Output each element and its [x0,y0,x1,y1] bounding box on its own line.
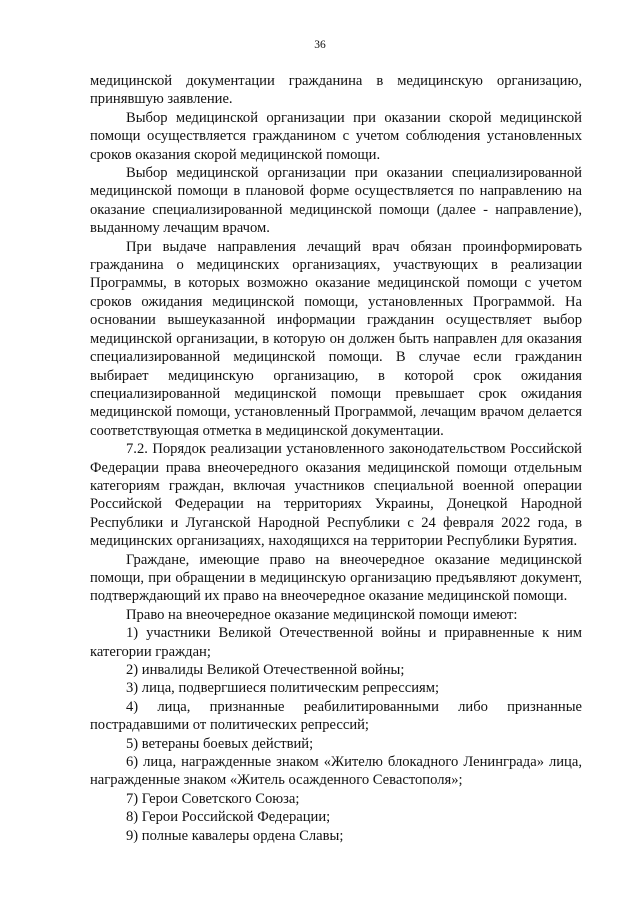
list-item: 6) лица, награжденные знаком «Жителю блокадного Ленинграда» лица, награжденные знаком «Житель осажденного Севастополя»; [90,754,582,789]
list-item: 5) ветераны боевых действий; [126,735,314,752]
paragraph-eligibility-intro: Право на внеочередное оказание медицинской помощи имеют: [126,606,518,623]
list-item: 9) полные кавалеры ордена Славы; [126,827,344,844]
paragraph-documents: Граждане, имеющие право на внеочередное оказание медицинской помощи, при обращении в медицинскую организацию предъявляют документ, подтверждающий их право на внеочередное оказание медицинской помощи. [90,551,582,605]
list-item: 2) инвалиды Великой Отечественной войны; [126,662,405,678]
list-item: 4) лица, признанные реабилитированными либо признанные пострадавшими от политических репрессий; [90,698,582,734]
list-item: 8) Герои Российской Федерации; [126,809,331,826]
paragraph-emergency-care: Выбор медицинской организации при оказании скорой медицинской помощи осуществляется гражданином с учетом соблюдения установленных сроков оказания скорой медицинской помощи. [90,109,582,163]
paragraph-referral-info: При выдаче направления лечащий врач обязан проинформировать гражданина о медицинских организациях, участвующих в реализации Программы, в которых возможно оказание медицинской помощи с учетом сроков ожидания медицинской помощи, установленных Программой. На основании вышеуказанной информации гражданин осуществляет выбор медицинской организации, в которую он должен быть направлен для оказания специализированной медицинской помощи. В случае если гражданин выбирает медицинскую организацию, в которой срок ожидания специализированной медицинской помощи превышает срок ожидания медицинской помощи, установленный Программой, лечащим врачом делается соответствующая отметка в медицинской документации. [90,238,582,439]
paragraph-continuation: медицинской документации гражданина в медицинскую организацию, принявшую заявление. [90,73,582,108]
list-item: 3) лица, подвергшиеся политическим репрессиям; [126,680,440,697]
document-body [90,72,582,845]
paragraph-section-7-2: 7.2. Порядок реализации установленного законодательством Российской Федерации права внеочередного оказания медицинской помощи отдельным категориям граждан, включая участников специальной военной операции Российской Федерации на территориях Украины, Донецкой Народной Республики и Луганской Народной Республики с 24 февраля 2022 года, в медицинских организациях, находящихся на территории Республики Бурятия. [90,441,582,550]
list-item: 1) участники Великой Отечественной войны и приравненные к ним категории граждан; [90,625,582,660]
page-number: 36 [314,39,326,51]
list-item: 7) Герои Советского Союза; [126,790,300,807]
paragraph-specialized-care: Выбор медицинской организации при оказании специализированной медицинской помощи в плановой форме осуществляется по направлению на оказание специализированной медицинской помощи (далее - направление), выданному лечащим врачом. [90,165,582,237]
